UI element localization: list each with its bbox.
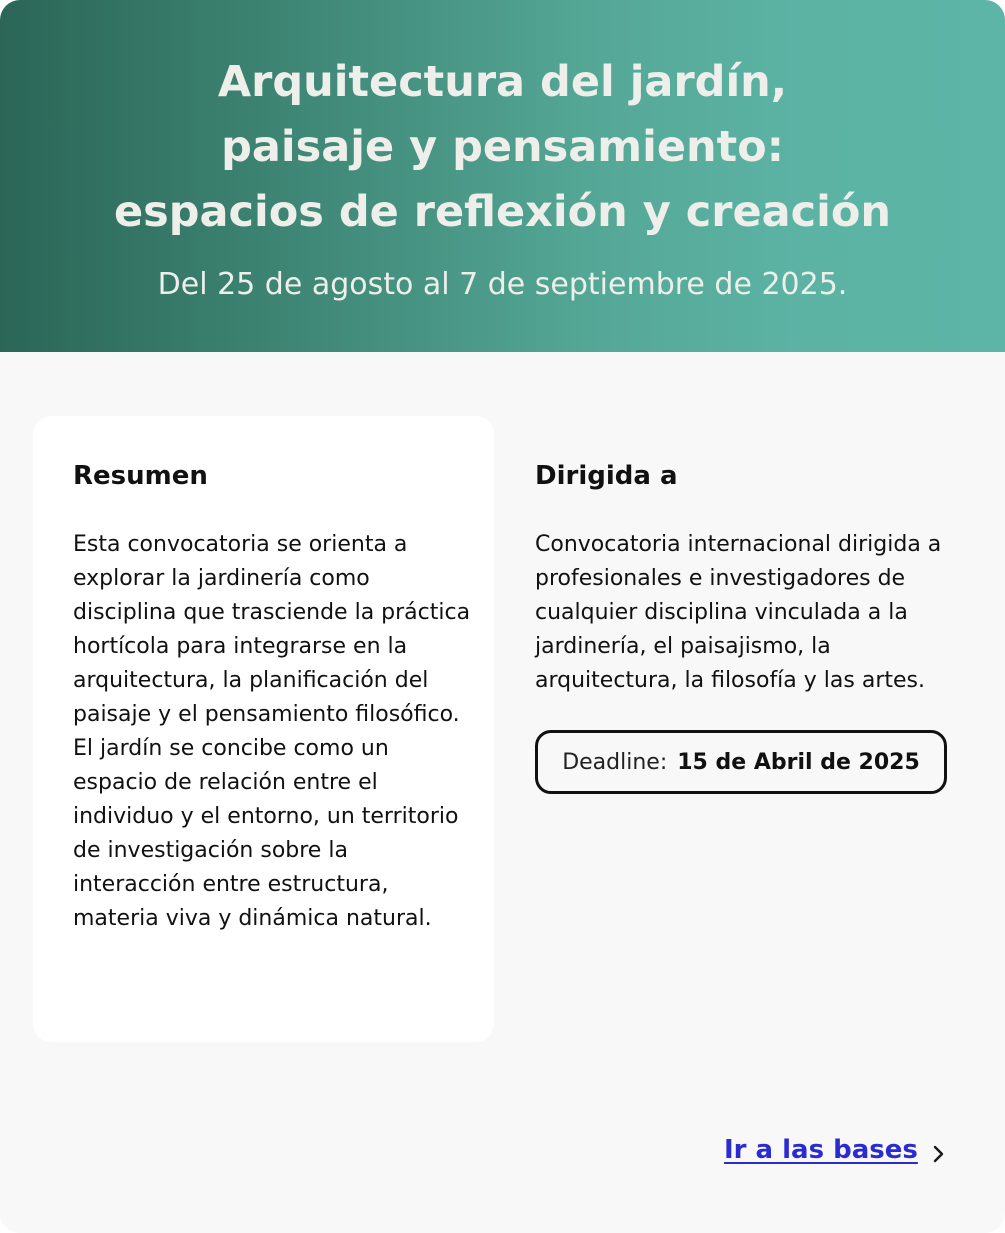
bases-link-label: Ir a las bases — [724, 1135, 918, 1165]
hero-title — [0, 50, 1005, 245]
hero-title-line: Arquitectura del jardín, — [217, 57, 788, 107]
summary-body: Esta convocatoria se orienta a explorar la jardinería como disciplina que trasciende la práctica hortícola para integrarse en la arquitectura, la planificación del paisaje y el pensamiento filosófico. El jardín se concibe como un espacio de relación entre el individuo y el entorno, un territorio de investigación sobre la interacción entre estructura, materia viva y dinámica natural. — [73, 532, 471, 931]
audience-body: Convocatoria internacional dirigida a profesionales e investigadores de cualquier disciplina vinculada a la jardinería, el paisajismo, la arquitectura, la filosofía y las artes. — [535, 532, 942, 693]
hero-dates: Del 25 de agosto al 7 de septiembre de 2025. — [157, 267, 848, 302]
hero-title-line: espacios de reflexión y creación — [113, 187, 892, 237]
chevron-right-icon — [932, 1142, 946, 1166]
summary-panel — [33, 416, 494, 1042]
audience-title: Dirigida a — [535, 461, 678, 491]
hero-title-line: paisaje y pensamiento: — [221, 122, 784, 172]
deadline-badge — [535, 730, 947, 794]
summary-title: Resumen — [73, 461, 208, 491]
hero-banner — [0, 0, 1005, 352]
deadline-value: 15 de Abril de 2025 — [677, 749, 920, 775]
deadline-label: Deadline: — [562, 749, 668, 775]
bases-link[interactable] — [724, 1130, 946, 1170]
